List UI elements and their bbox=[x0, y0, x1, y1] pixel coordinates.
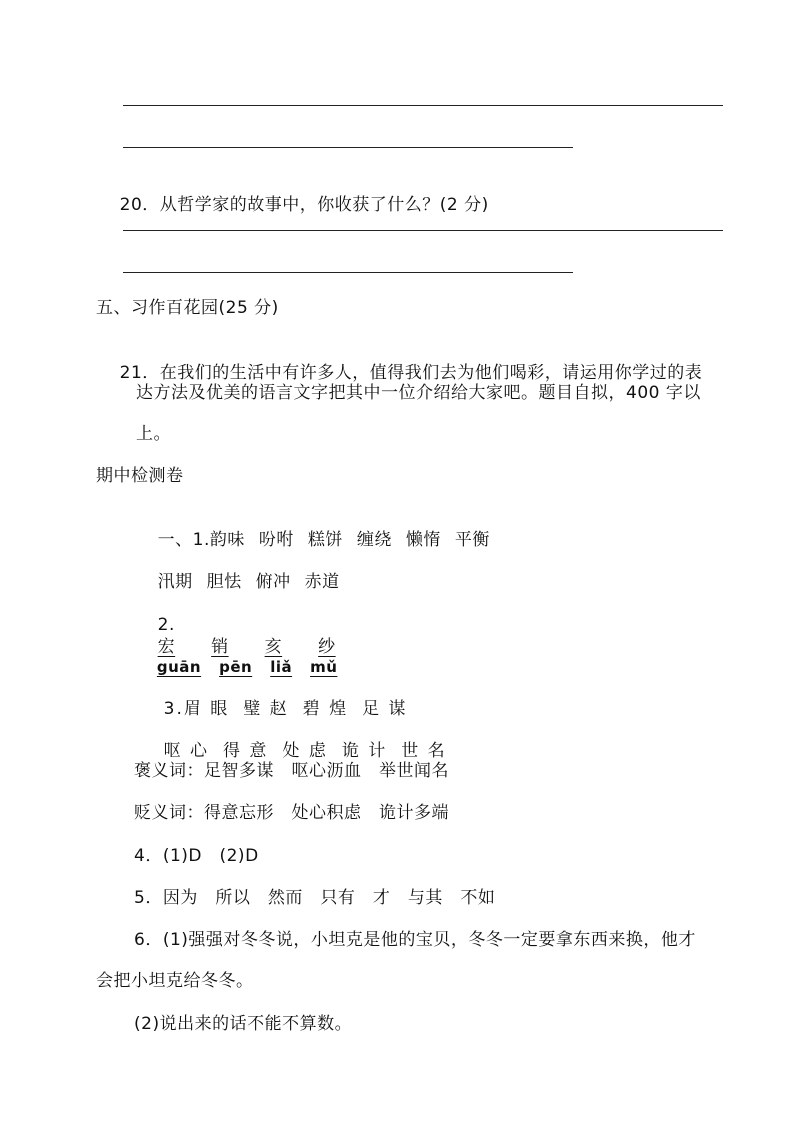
pinyin: pēn bbox=[219, 658, 253, 676]
word: 韵味 bbox=[209, 530, 245, 550]
question-number: 21． bbox=[119, 363, 160, 383]
answer-line bbox=[123, 147, 573, 148]
word-pair: 世 名 bbox=[401, 741, 447, 761]
word: 吩咐 bbox=[258, 530, 294, 550]
answer-6-line-3: (2)说出来的话不能不算数。 bbox=[134, 1014, 353, 1034]
answer-4: 4．(1)D (2)D bbox=[134, 846, 259, 866]
answer-line bbox=[123, 272, 573, 273]
pinyin: guān bbox=[156, 658, 202, 676]
underlined-char: 宏 bbox=[157, 637, 176, 657]
question-text: 从哲学家的故事中，你收获了什么？(2 分) bbox=[159, 195, 489, 215]
section-title: 五、习作百花园(25 分) bbox=[96, 298, 279, 318]
underlined-char: 销 bbox=[211, 637, 229, 657]
question-text-line: 达方法及优美的语言文字把其中一位介绍给大家吧。题目自拟，400 字以 bbox=[136, 383, 701, 403]
word-pair: 足 谋 bbox=[362, 699, 408, 719]
answer-prefix: 3. bbox=[163, 699, 184, 719]
answer-3-praise: 褒义词：足智多谋 呕心沥血 举世闻名 bbox=[134, 761, 449, 781]
word-pair: 处 虑 bbox=[282, 741, 328, 761]
answer-prefix: 一、1. bbox=[157, 530, 210, 550]
pinyin: mǔ bbox=[310, 658, 338, 676]
answer-line bbox=[123, 105, 723, 106]
question-text-line: 在我们的生活中有许多人，值得我们去为他们喝彩，请运用你学过的表 bbox=[159, 363, 703, 383]
word: 汛期 bbox=[157, 572, 193, 592]
word: 赤道 bbox=[304, 572, 340, 592]
word: 糕饼 bbox=[307, 530, 343, 550]
word-pair: 璧 赵 bbox=[243, 699, 289, 719]
answer-6-line-2: 会把小坦克给冬冬。 bbox=[96, 971, 254, 991]
question-20 bbox=[96, 172, 489, 238]
answer-key-title: 期中检测卷 bbox=[96, 466, 184, 486]
word: 懒惰 bbox=[405, 530, 441, 550]
question-number: 20． bbox=[119, 195, 160, 215]
word: 缠绕 bbox=[356, 530, 392, 550]
underlined-char: 纱 bbox=[318, 637, 336, 657]
answer-3-derogatory: 贬义词：得意忘形 处心积虑 诡计多端 bbox=[134, 803, 449, 823]
word-pair: 得 意 bbox=[223, 741, 269, 761]
question-text-line: 上。 bbox=[136, 424, 171, 444]
word: 胆怯 bbox=[206, 572, 242, 592]
word-pair: 诡 计 bbox=[341, 741, 388, 761]
pinyin: liǎ bbox=[270, 658, 293, 676]
word: 俯冲 bbox=[255, 572, 291, 592]
answer-5: 5．因为 所以 然而 只有 才 与其 不如 bbox=[134, 888, 496, 908]
answer-line bbox=[123, 230, 723, 231]
answer-prefix: 2. bbox=[157, 615, 175, 635]
word: 平衡 bbox=[454, 530, 490, 550]
answer-6-line-1: 6．(1)强强对冬冬说，小坦克是他的宝贝，冬冬一定要拿东西来换，他才 bbox=[134, 930, 696, 950]
word-pair: 呕 心 bbox=[163, 741, 210, 761]
underlined-char: 亥 bbox=[264, 637, 283, 657]
word-pair: 眉 眼 bbox=[183, 699, 230, 719]
word-pair: 碧 煌 bbox=[302, 699, 349, 719]
